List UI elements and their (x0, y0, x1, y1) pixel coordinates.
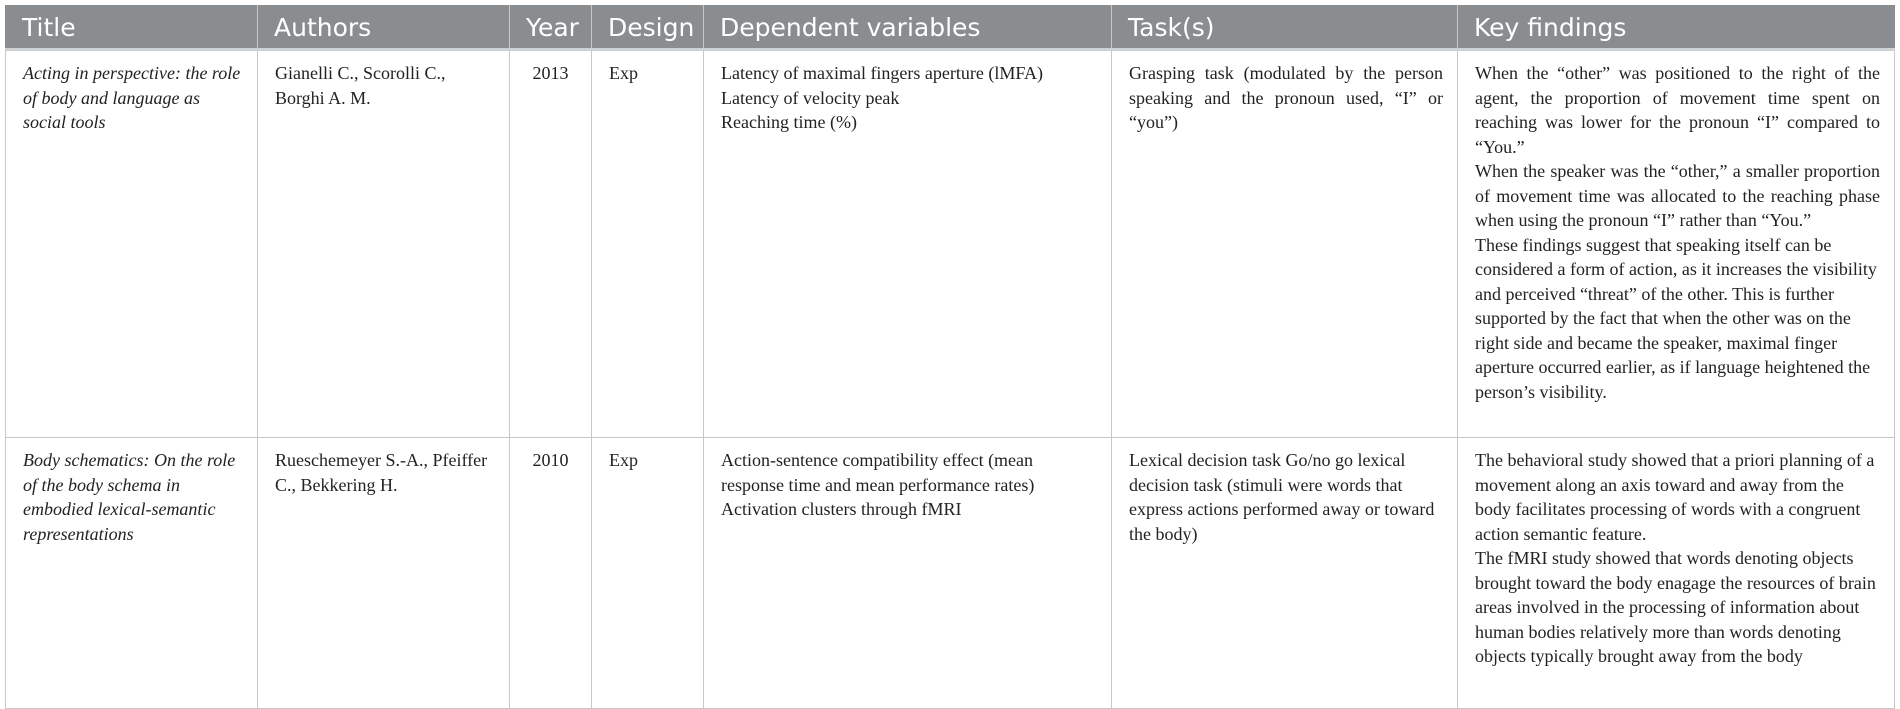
table-row (6, 438, 1895, 709)
header-design: Design (592, 6, 704, 50)
cell-year: 2013 (510, 50, 592, 438)
cell-title: Body schematics: On the role of the body schema in embodied lexical-semantic representations (6, 438, 258, 709)
cell-dependent-variables (704, 50, 1112, 438)
studies-table (5, 5, 1895, 709)
cell-design: Exp (592, 438, 704, 709)
cell-title: Acting in perspective: the role of body and language as social tools (6, 50, 258, 438)
cell-key-findings (1458, 438, 1895, 709)
dependent-variable-item: Action-sentence compatibility effect (mean response time and mean performance rates) (721, 450, 1035, 495)
header-year: Year (510, 6, 592, 50)
cell-dependent-variables (704, 438, 1112, 709)
dependent-variable-item: Reaching time (%) (721, 112, 857, 132)
key-finding-item: These findings suggest that speaking itself can be considered a form of action, as it increases the visibility and perceived “threat” of the other. This is further supported by the fact that when the other was on the right side and became the speaker, maximal finger aperture occurred earlier, as if language heightened the person’s visibility. (1475, 234, 1877, 402)
header-authors: Authors (258, 6, 510, 50)
header-tasks: Task(s) (1112, 6, 1458, 50)
cell-authors: Gianelli C., Scorolli C., Borghi A. M. (258, 50, 510, 438)
key-finding-item: The behavioral study showed that a priori planning of a movement along an axis toward and away from the body facilitates processing of words with a congruent action semantic feature. (1475, 450, 1875, 544)
table-row (6, 50, 1895, 438)
header-key-findings: Key findings (1458, 6, 1895, 50)
key-finding-item: When the “other” was positioned to the right of the agent, the proportion of movement time spent on reaching was lower for the pronoun “I” compared to “You.” (1475, 63, 1880, 157)
cell-design: Exp (592, 50, 704, 438)
cell-authors: Rueschemeyer S.-A., Pfeiffer C., Bekkering H. (258, 438, 510, 709)
cell-tasks: Grasping task (modulated by the person speaking and the pronoun used, “I” or “you”) (1112, 50, 1458, 438)
key-finding-item: The fMRI study showed that words denoting objects brought toward the body enagage the resources of brain areas involved in the processing of information about human bodies relatively more than words denoting objects typically brought away from the body (1475, 548, 1876, 666)
header-row (6, 6, 1895, 50)
header-title: Title (6, 6, 258, 50)
cell-key-findings (1458, 50, 1895, 438)
header-dependent-variables: Dependent variables (704, 6, 1112, 50)
key-finding-item: When the speaker was the “other,” a smaller proportion of movement time was allocated to the reaching phase when using the pronoun “I” rather than “You.” (1475, 161, 1880, 230)
cell-year: 2010 (510, 438, 592, 709)
dependent-variable-item: Latency of velocity peak (721, 87, 900, 108)
cell-tasks: Lexical decision task Go/no go lexical decision task (stimuli were words that express actions performed away or toward the body) (1112, 438, 1458, 709)
dependent-variable-item: Activation clusters through fMRI (721, 499, 962, 519)
dependent-variable-item: Latency of maximal fingers aperture (lMFA) (721, 63, 1044, 83)
